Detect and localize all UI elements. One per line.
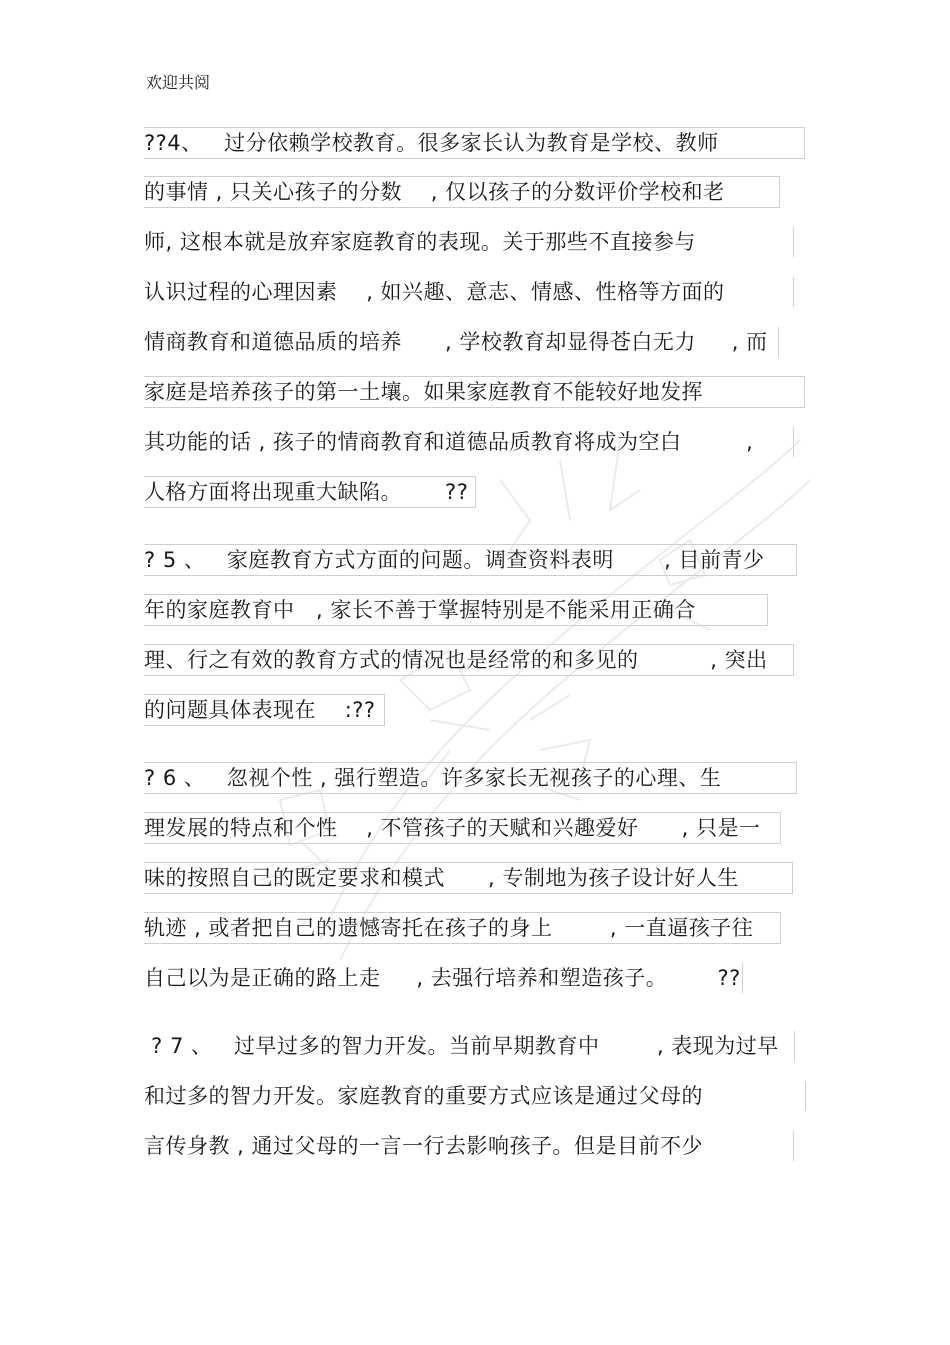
text-line: [144, 226, 696, 258]
text-line-content: ? 5 、 家庭教育方式方面的问题。调查资料表明 , 目前青少: [144, 548, 765, 572]
text-line: [144, 762, 721, 794]
page-header: 欢迎共阅: [146, 73, 211, 92]
text-line: [144, 176, 725, 208]
text-line-content: 年的家庭教育中 , 家长不善于掌握特别是不能采用正确合: [144, 598, 696, 622]
text-line-content: 认识过程的心理因素 , 如兴趣、意志、情感、性格等方面的: [144, 280, 725, 304]
text-line-content: 和过多的智力开发。家庭教育的重要方式应该是通过父母的: [144, 1084, 703, 1108]
text-line: [144, 644, 768, 676]
text-line-content: ? 6 、 忽视个性 , 强行塑造。许多家长无视孩子的心理、生: [144, 766, 722, 790]
text-line: [144, 1030, 779, 1062]
text-line: [144, 862, 739, 894]
text-line-content: 味的按照自己的既定要求和模式 , 专制地为孩子设计好人生: [144, 866, 739, 890]
text-line-content: 其功能的话 , 孩子的情商教育和道德品质教育将成为空白 ,: [144, 430, 754, 454]
line-tick: [742, 963, 743, 993]
line-tick: [794, 1031, 795, 1061]
text-line: [144, 376, 703, 408]
text-line-content: 理发展的特点和个性 , 不管孩子的天赋和兴趣爱好 , 只是一: [144, 816, 761, 840]
text-line: [144, 812, 760, 844]
text-line-content: ? 7 、 过早过多的智力开发。当前早期教育中 , 表现为过早: [144, 1034, 779, 1058]
line-tick: [793, 227, 794, 257]
text-line: [144, 912, 753, 944]
text-line-content: 人格方面将出现重大缺陷。 ??: [144, 480, 469, 504]
text-line-content: 师, 这根本就是放弃家庭教育的表现。关于那些不直接参与: [144, 230, 696, 254]
text-line: [144, 426, 753, 458]
line-tick: [793, 427, 794, 457]
text-line-content: ??4、 过分依赖学校教育。很多家长认为教育是学校、教师: [144, 131, 719, 155]
line-tick: [778, 327, 779, 357]
text-line: [144, 127, 719, 159]
text-line-content: 情商教育和道德品质的培养 , 学校教育却显得苍白无力 , 而: [144, 330, 768, 354]
line-tick: [793, 1131, 794, 1161]
line-tick: [793, 277, 794, 307]
text-line: [144, 694, 376, 726]
text-line: [144, 476, 468, 508]
text-line: [144, 544, 764, 576]
text-line: [144, 962, 741, 994]
text-line-content: 轨迹 , 或者把自己的遗憾寄托在孩子的身上 , 一直逼孩子往: [144, 916, 754, 940]
text-line: [144, 594, 696, 626]
text-line-content: 言传身教 , 通过父母的一言一行去影响孩子。但是目前不少: [144, 1134, 704, 1158]
text-line: [144, 1080, 703, 1112]
text-line-content: 的问题具体表现在 :??: [144, 698, 376, 722]
line-tick: [805, 1081, 806, 1111]
text-line: [144, 276, 725, 308]
text-line-content: 自己以为是正确的路上走 , 去强行培养和塑造孩子。 ??: [144, 966, 741, 990]
text-line-content: 理、行之有效的教育方式的情况也是经常的和多见的 , 突出: [144, 648, 768, 672]
text-line-content: 的事情 , 只关心孩子的分数 , 仅以孩子的分数评价学校和老: [144, 180, 725, 204]
text-line-content: 家庭是培养孩子的第一土壤。如果家庭教育不能较好地发挥: [144, 380, 703, 404]
text-line: [144, 326, 768, 358]
text-line: [144, 1130, 703, 1162]
